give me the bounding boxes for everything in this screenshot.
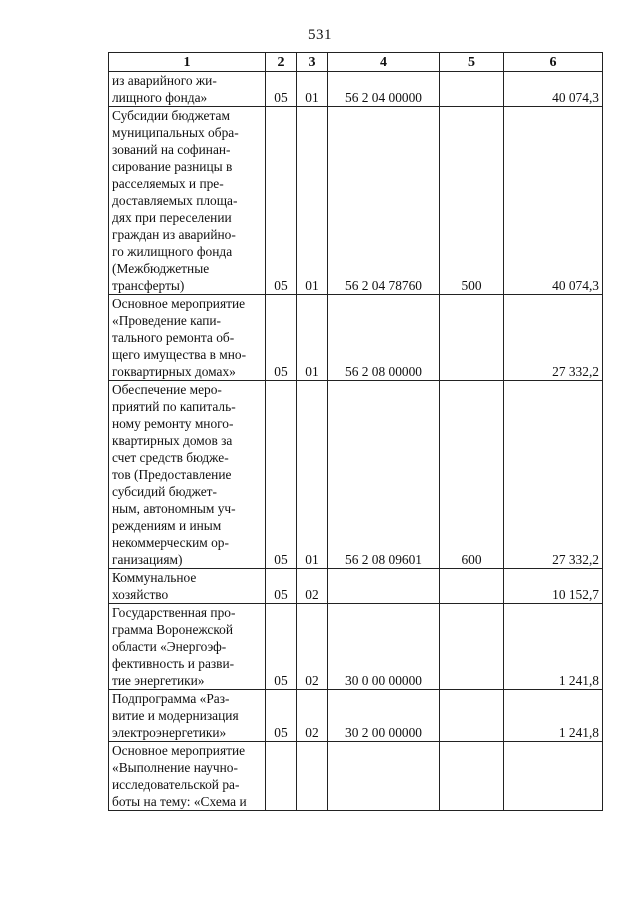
row-subsection: 02 (297, 604, 328, 690)
table-row (109, 569, 603, 604)
budget-table (108, 52, 603, 811)
row-description: Коммунальное хозяйство (112, 570, 197, 602)
row-amount: 10 152,7 (504, 569, 603, 604)
row-subsection: 02 (297, 690, 328, 742)
header-row (109, 53, 603, 72)
row-section: 05 (266, 72, 297, 107)
row-target-code: 30 2 00 00000 (328, 690, 440, 742)
header-col-2: 2 (266, 53, 297, 72)
header-col-3: 3 (297, 53, 328, 72)
row-description: Подпрограмма «Раз- витие и модернизация электроэнергетики» (112, 691, 239, 740)
row-amount: 1 241,8 (504, 690, 603, 742)
row-amount: 40 074,3 (504, 72, 603, 107)
table-row (109, 381, 603, 569)
row-target-code: 56 2 04 78760 (328, 107, 440, 295)
table-row (109, 690, 603, 742)
row-section: 05 (266, 690, 297, 742)
row-section: 05 (266, 381, 297, 569)
row-amount: 27 332,2 (504, 295, 603, 381)
row-description: Субсидии бюджетам муниципальных обра- зований на софинан- сирование разницы в расселяемых и пре- доставляемых площа- дях при переселении граждан из аварийно- го жилищного фонда (Межбюджетные трансферты) (112, 108, 239, 293)
row-amount: 27 332,2 (504, 381, 603, 569)
row-subsection: 02 (297, 569, 328, 604)
row-subsection: 01 (297, 107, 328, 295)
row-section: 05 (266, 604, 297, 690)
row-amount (504, 742, 603, 811)
row-target-code (328, 742, 440, 811)
table-row (109, 295, 603, 381)
table-row (109, 604, 603, 690)
row-target-code: 30 0 00 00000 (328, 604, 440, 690)
row-subsection: 01 (297, 295, 328, 381)
header-col-6: 6 (504, 53, 603, 72)
row-description: Основное мероприятие «Выполнение научно- исследовательской ра- боты на тему: «Схема и (112, 743, 247, 809)
row-description: из аварийного жи- лищного фонда» (112, 73, 217, 105)
row-section (266, 742, 297, 811)
row-expense-type: 600 (440, 381, 504, 569)
row-expense-type (440, 295, 504, 381)
row-expense-type (440, 690, 504, 742)
row-section: 05 (266, 295, 297, 381)
row-section: 05 (266, 107, 297, 295)
row-target-code: 56 2 04 00000 (328, 72, 440, 107)
row-description: Государственная про- грамма Воронежской области «Энергоэф- фективность и разви- тие энергетики» (112, 605, 236, 688)
row-section: 05 (266, 569, 297, 604)
row-subsection (297, 742, 328, 811)
page-number: 531 (308, 27, 332, 43)
header-col-5: 5 (440, 53, 504, 72)
table-row (109, 742, 603, 811)
row-expense-type: 500 (440, 107, 504, 295)
row-target-code (328, 569, 440, 604)
row-expense-type (440, 72, 504, 107)
row-amount: 1 241,8 (504, 604, 603, 690)
row-expense-type (440, 569, 504, 604)
row-subsection: 01 (297, 72, 328, 107)
header-col-1: 1 (109, 53, 266, 72)
table-row (109, 107, 603, 295)
row-target-code: 56 2 08 09601 (328, 381, 440, 569)
row-description: Обеспечение меро- приятий по капиталь- ному ремонту много- квартирных домов за счет средств бюдже- тов (Предоставление субсидий бюджет- ным, автономным уч- реждениям и иным некоммерческим ор- ганизациям) (112, 382, 236, 567)
row-description: Основное мероприятие «Проведение капи- тального ремонта об- щего имущества в мно- гоквартирных домах» (112, 296, 247, 379)
table-row (109, 72, 603, 107)
header-col-4: 4 (328, 53, 440, 72)
row-amount: 40 074,3 (504, 107, 603, 295)
row-target-code: 56 2 08 00000 (328, 295, 440, 381)
row-expense-type (440, 742, 504, 811)
row-subsection: 01 (297, 381, 328, 569)
row-expense-type (440, 604, 504, 690)
